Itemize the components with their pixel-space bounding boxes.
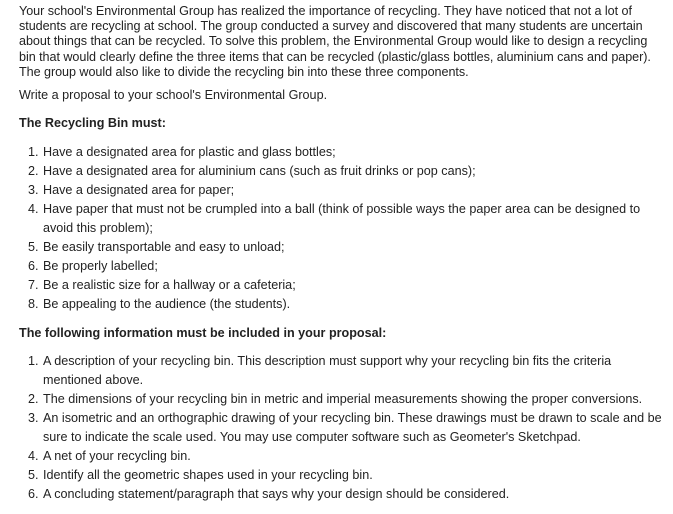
criteria-item: 3. Have a designated area for paper;	[42, 181, 667, 200]
requirement-item: 1. A description of your recycling bin. This description must support why your recycling bin fits the criteria mentioned above.	[42, 352, 667, 390]
criteria-list	[19, 143, 667, 314]
criteria-item: 5. Be easily transportable and easy to unload;	[42, 238, 667, 257]
requirements-list	[19, 352, 667, 504]
criteria-heading: The Recycling Bin must:	[19, 116, 166, 131]
criteria-item: 2. Have a designated area for aluminium cans (such as fruit drinks or pop cans);	[42, 162, 667, 181]
requirement-item: 6. A concluding statement/paragraph that says why your design should be considered.	[42, 485, 667, 504]
criteria-item: 8. Be appealing to the audience (the students).	[42, 295, 667, 314]
requirement-item: 4. A net of your recycling bin.	[42, 447, 667, 466]
instruction-paragraph: Write a proposal to your school's Environmental Group.	[19, 88, 328, 103]
requirement-item: 3. An isometric and an orthographic drawing of your recycling bin. These drawings must be drawn to scale and be sure to indicate the scale used. You may use computer software such as Geometer's Sketchpad.	[42, 409, 667, 447]
criteria-item: 4. Have paper that must not be crumpled into a ball (think of possible ways the paper area can be designed to avoid this problem);	[42, 200, 667, 238]
requirement-item: 2. The dimensions of your recycling bin in metric and imperial measurements showing the proper conversions.	[42, 390, 667, 409]
criteria-item: 6. Be properly labelled;	[42, 257, 667, 276]
requirements-heading: The following information must be included in your proposal:	[19, 326, 387, 341]
requirement-item: 5. Identify all the geometric shapes used in your recycling bin.	[42, 466, 667, 485]
criteria-item: 1. Have a designated area for plastic and glass bottles;	[42, 143, 667, 162]
intro-paragraph: Your school's Environmental Group has realized the importance of recycling. They have noticed that not a lot of students are recycling at school. The group conducted a survey and discovered that many students are uncertain about things that can be recycled. To solve this problem, the Environmental Group would like to design a recycling bin that would clearly define the three items that can be recycled (plastic/glass bottles, aluminium cans and paper). The group would also like to divide the recycling bin into these three components.	[19, 4, 651, 79]
criteria-item: 7. Be a realistic size for a hallway or a cafeteria;	[42, 276, 667, 295]
